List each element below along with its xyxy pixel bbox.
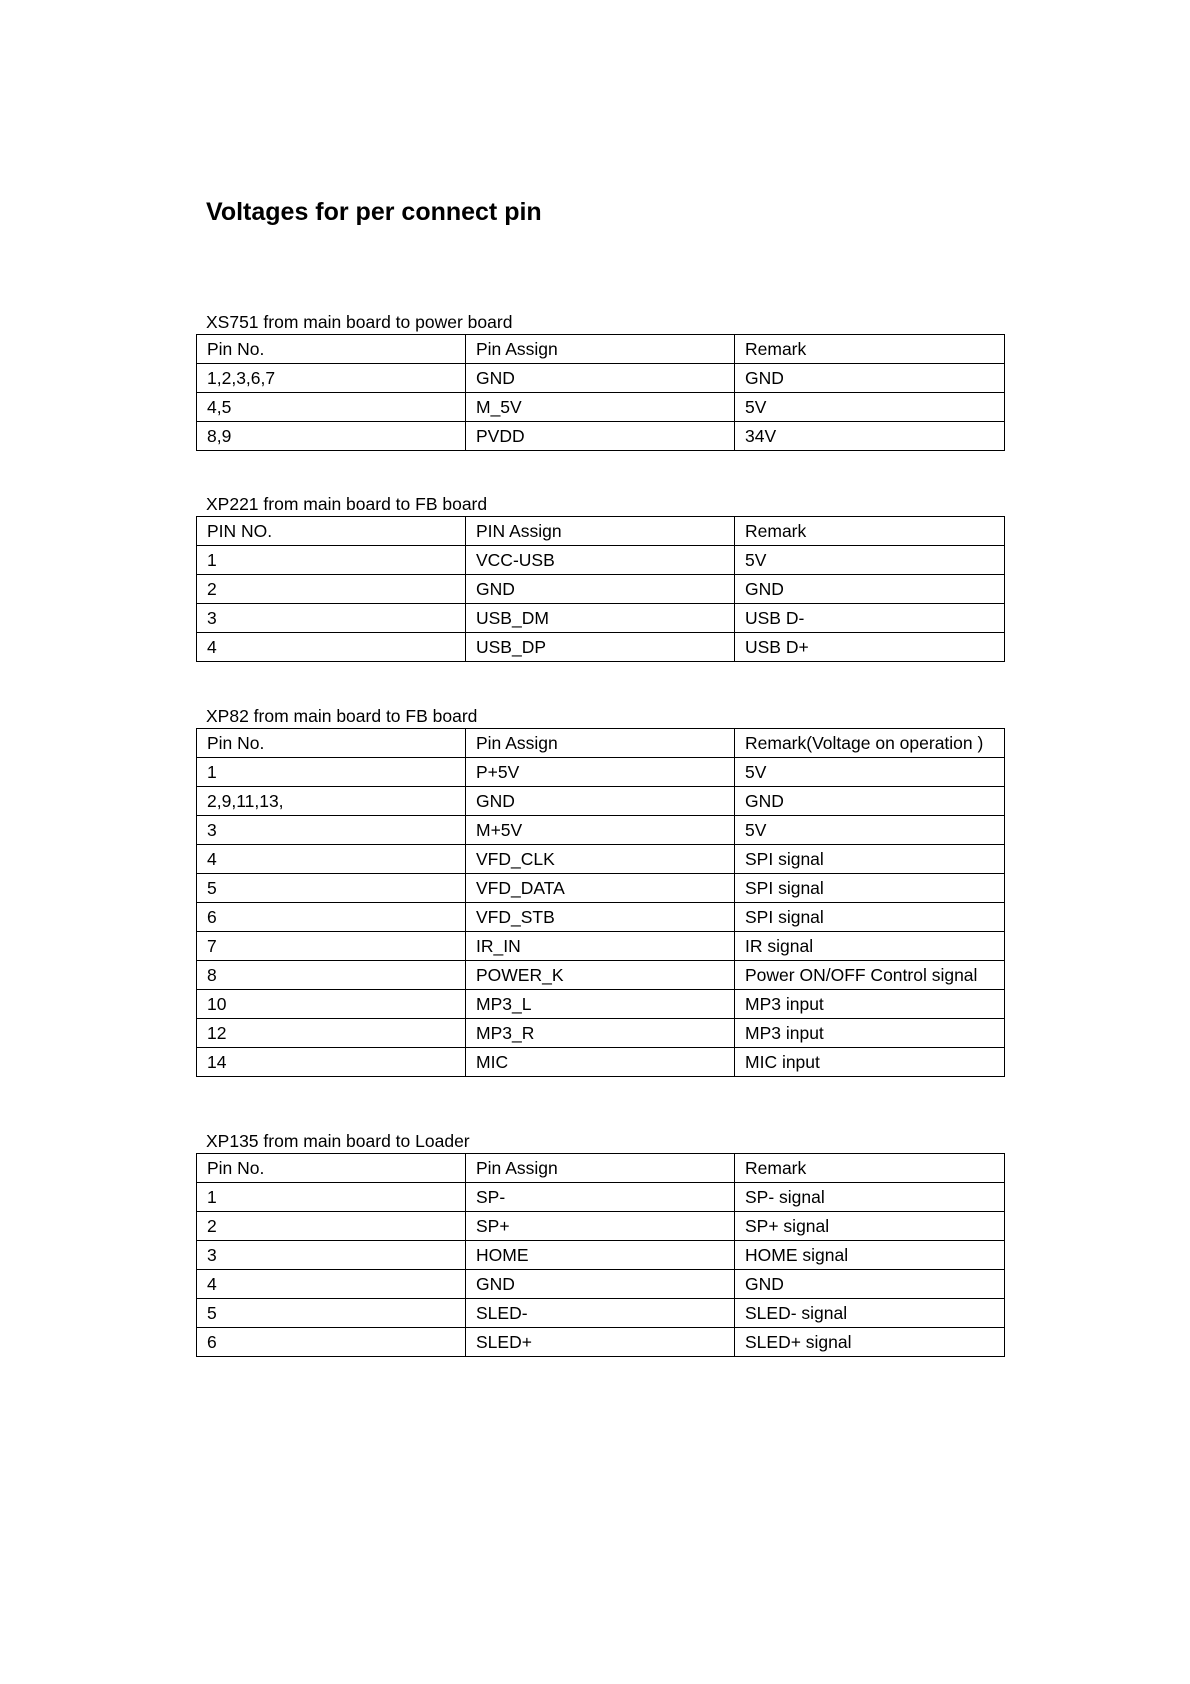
table-row — [197, 575, 1005, 604]
table-cell: GND — [466, 787, 735, 816]
table-cell: 2,9,11,13, — [197, 787, 466, 816]
table-cell: 12 — [197, 1019, 466, 1048]
header-cell: Remark — [735, 335, 1005, 364]
table-cell: MIC — [466, 1048, 735, 1077]
table-row — [197, 546, 1005, 575]
table-header-row — [197, 517, 1005, 546]
table-row — [197, 604, 1005, 633]
table-cell: VFD_DATA — [466, 874, 735, 903]
table-cell: USB_DP — [466, 633, 735, 662]
table-cell: 1,2,3,6,7 — [197, 364, 466, 393]
table-row — [197, 961, 1005, 990]
table-row — [197, 1212, 1005, 1241]
table-row — [197, 1270, 1005, 1299]
table-cell: MP3_L — [466, 990, 735, 1019]
table-cell: 5V — [735, 393, 1005, 422]
table-row — [197, 903, 1005, 932]
header-cell: PIN NO. — [197, 517, 466, 546]
table-cell: SP- — [466, 1183, 735, 1212]
table-cell: M+5V — [466, 816, 735, 845]
table-cell: 5V — [735, 546, 1005, 575]
table-row — [197, 816, 1005, 845]
table-cell: VCC-USB — [466, 546, 735, 575]
table-caption: XP221 from main board to FB board — [206, 494, 488, 514]
table-cell: 7 — [197, 932, 466, 961]
table-cell: GND — [735, 1270, 1005, 1299]
table-cell: 4 — [197, 1270, 466, 1299]
header-cell: Remark — [735, 1154, 1005, 1183]
table-cell: 1 — [197, 758, 466, 787]
table-row — [197, 1019, 1005, 1048]
section-xp82 — [196, 704, 1004, 1077]
table-cell: MP3_R — [466, 1019, 735, 1048]
table-row — [197, 990, 1005, 1019]
table-row — [197, 1241, 1005, 1270]
table-cell: 2 — [197, 1212, 466, 1241]
table-cell: VFD_CLK — [466, 845, 735, 874]
table-caption: XP135 from main board to Loader — [206, 1131, 470, 1151]
table-caption: XP82 from main board to FB board — [206, 706, 478, 726]
header-cell: PIN Assign — [466, 517, 735, 546]
table-cell: PVDD — [466, 422, 735, 451]
table-cell: 34V — [735, 422, 1005, 451]
table-cell: MIC input — [735, 1048, 1005, 1077]
table-cell: 8,9 — [197, 422, 466, 451]
table-cell: SPI signal — [735, 845, 1005, 874]
table-row — [197, 758, 1005, 787]
table-cell: 3 — [197, 1241, 466, 1270]
table-cell: 10 — [197, 990, 466, 1019]
table-header-row — [197, 1154, 1005, 1183]
table-cell: SP- signal — [735, 1183, 1005, 1212]
table-caption: XS751 from main board to power board — [206, 312, 513, 332]
table-cell: 1 — [197, 546, 466, 575]
table-cell: IR_IN — [466, 932, 735, 961]
table-header-row — [197, 335, 1005, 364]
table-cell: HOME — [466, 1241, 735, 1270]
table-cell: MP3 input — [735, 1019, 1005, 1048]
table-cell: SLED+ — [466, 1328, 735, 1357]
table-cell: SP+ — [466, 1212, 735, 1241]
table-cell: 1 — [197, 1183, 466, 1212]
section-xp221 — [196, 492, 1004, 662]
table-row — [197, 874, 1005, 903]
header-cell: Pin No. — [197, 729, 466, 758]
table-cell: 4,5 — [197, 393, 466, 422]
table-cell: 5 — [197, 874, 466, 903]
table-cell: SLED- signal — [735, 1299, 1005, 1328]
section-xs751 — [196, 310, 1004, 451]
table-header-row — [197, 729, 1005, 758]
table-cell: GND — [466, 1270, 735, 1299]
table-row — [197, 845, 1005, 874]
header-cell: Pin Assign — [466, 335, 735, 364]
pin-table-xp221 — [196, 516, 1005, 662]
table-cell: 4 — [197, 633, 466, 662]
table-row — [197, 633, 1005, 662]
table-cell: SLED- — [466, 1299, 735, 1328]
table-cell: SLED+ signal — [735, 1328, 1005, 1357]
table-cell: SP+ signal — [735, 1212, 1005, 1241]
table-cell: 3 — [197, 816, 466, 845]
table-cell: GND — [466, 364, 735, 393]
table-cell: 5 — [197, 1299, 466, 1328]
table-cell: 3 — [197, 604, 466, 633]
table-cell: 14 — [197, 1048, 466, 1077]
table-cell: M_5V — [466, 393, 735, 422]
table-cell: HOME signal — [735, 1241, 1005, 1270]
pin-table-xs751 — [196, 334, 1005, 451]
table-cell: P+5V — [466, 758, 735, 787]
table-cell: GND — [466, 575, 735, 604]
table-cell: 6 — [197, 903, 466, 932]
table-cell: 4 — [197, 845, 466, 874]
table-cell: 5V — [735, 758, 1005, 787]
header-cell: Remark — [735, 517, 1005, 546]
table-cell: USB D- — [735, 604, 1005, 633]
table-cell: USB_DM — [466, 604, 735, 633]
table-row — [197, 422, 1005, 451]
table-row — [197, 1183, 1005, 1212]
header-cell: Pin No. — [197, 1154, 466, 1183]
header-cell: Remark(Voltage on operation ) — [735, 729, 1005, 758]
table-cell: Power ON/OFF Control signal — [735, 961, 1005, 990]
table-cell: SPI signal — [735, 874, 1005, 903]
table-cell: 5V — [735, 816, 1005, 845]
table-cell: SPI signal — [735, 903, 1005, 932]
table-cell: GND — [735, 575, 1005, 604]
table-row — [197, 1299, 1005, 1328]
table-row — [197, 393, 1005, 422]
header-cell: Pin No. — [197, 335, 466, 364]
table-cell: VFD_STB — [466, 903, 735, 932]
header-cell: Pin Assign — [466, 729, 735, 758]
table-cell: GND — [735, 787, 1005, 816]
header-cell: Pin Assign — [466, 1154, 735, 1183]
table-cell: GND — [735, 364, 1005, 393]
pin-table-xp82 — [196, 728, 1005, 1077]
pin-table-xp135 — [196, 1153, 1005, 1357]
table-row — [197, 932, 1005, 961]
table-row — [197, 364, 1005, 393]
section-xp135 — [196, 1129, 1004, 1357]
table-row — [197, 1328, 1005, 1357]
table-row — [197, 787, 1005, 816]
table-cell: 6 — [197, 1328, 466, 1357]
table-cell: 8 — [197, 961, 466, 990]
table-cell: POWER_K — [466, 961, 735, 990]
table-cell: USB D+ — [735, 633, 1005, 662]
table-row — [197, 1048, 1005, 1077]
table-cell: IR signal — [735, 932, 1005, 961]
table-cell: MP3 input — [735, 990, 1005, 1019]
page-title: Voltages for per connect pin — [206, 198, 542, 226]
table-cell: 2 — [197, 575, 466, 604]
